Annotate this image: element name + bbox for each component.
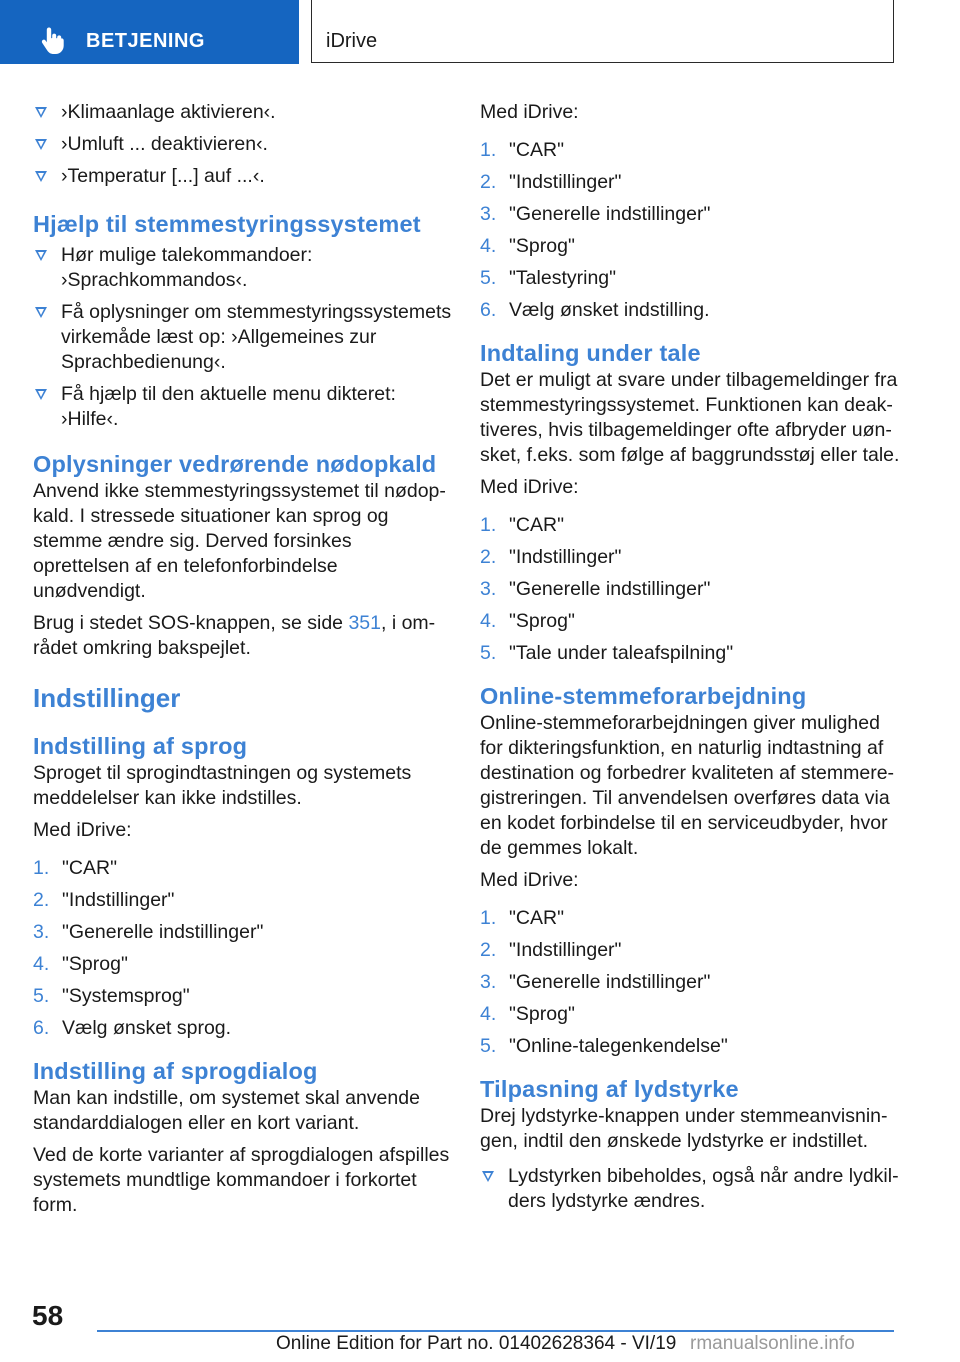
list-item: 3. "Generelle indstillinger" bbox=[480, 971, 711, 993]
edition-text: Online Edition for Part no. 01402628364 - VI/19 bbox=[276, 1333, 677, 1354]
idrive-label: Med iDrive: bbox=[480, 476, 579, 498]
voice-control-steps bbox=[480, 138, 900, 323]
triangle-bullet-icon bbox=[35, 389, 47, 400]
section-label: BETJENING bbox=[86, 30, 205, 52]
list-item: ›Umluft ... deaktivieren‹. bbox=[33, 132, 453, 157]
list-item: 1. "CAR" bbox=[480, 514, 565, 536]
list-item: 5. "Systemsprog" bbox=[33, 985, 190, 1007]
triangle-bullet-icon bbox=[482, 1171, 494, 1182]
list-item: ›Temperatur [...] auf ...‹. bbox=[33, 164, 453, 189]
list-item: 2. "Indstillinger" bbox=[480, 546, 622, 568]
list-item: Få hjælp til den aktuelle menu dikteret: ›Hilfe‹. bbox=[33, 382, 453, 432]
list-item: 5. "Talestyring" bbox=[480, 267, 617, 289]
emergency-paragraph: Anvend ikke stemmestyringssystemet til nødop-kald. I stressede situationer kan sprog og stemme ændre sig. Derved forsinkes oprettelsen af en telefonforbindelse unødvendigt. bbox=[33, 480, 446, 602]
list-item: 4. "Sprog" bbox=[480, 235, 575, 257]
triangle-bullet-icon bbox=[35, 171, 47, 182]
list-item: 3. "Generelle indstillinger" bbox=[33, 921, 264, 943]
emergency-heading: Oplysninger vedrørende nødopkald bbox=[33, 451, 437, 477]
chapter-title-box bbox=[311, 0, 894, 63]
left-column bbox=[33, 100, 453, 1225]
interrupt-steps bbox=[480, 513, 900, 666]
settings-heading: Indstillinger bbox=[33, 683, 181, 713]
triangle-bullet-icon bbox=[35, 107, 47, 118]
triangle-bullet-icon bbox=[35, 139, 47, 150]
section-tab bbox=[0, 0, 299, 64]
triangle-bullet-icon bbox=[35, 307, 47, 318]
volume-paragraph: Drej lydstyrke-knappen under stemmeanvisnin-gen, indtil den ønskede lydstyrke er indstillet. bbox=[480, 1105, 888, 1152]
list-item: 6. Vælg ønsket sprog. bbox=[33, 1017, 232, 1039]
list-item: 5. "Online-talegenkendelse" bbox=[480, 1035, 728, 1057]
list-item: Lydstyrken bibeholdes, også når andre lydkil-ders lydstyrke ændres. bbox=[480, 1164, 900, 1214]
list-item: ›Klimaanlage aktivieren‹. bbox=[33, 100, 453, 125]
footer-divider bbox=[97, 1330, 894, 1332]
interrupt-paragraph: Det er muligt at svare under tilbagemeldinger fra stemmestyringssystemet. Funktionen kan deak-tiveres, hvis tilbagemeldinger ofte afbryder uøn-sket, f.eks. som følge af baggrundsstøj eller tale. bbox=[480, 369, 900, 466]
language-heading: Indstilling af sprog bbox=[33, 733, 248, 759]
watermark: rmanualsonline.info bbox=[690, 1333, 855, 1354]
idrive-label: Med iDrive: bbox=[480, 869, 579, 891]
interrupt-heading: Indtaling under tale bbox=[480, 340, 701, 366]
dialog-heading: Indstilling af sprogdialog bbox=[33, 1058, 318, 1084]
language-paragraph: Sproget til sprogindtastningen og systemets meddelelser kan ikke indstilles. bbox=[33, 762, 412, 809]
idrive-label: Med iDrive: bbox=[33, 819, 132, 841]
emergency-paragraph-sos: Brug i stedet SOS-knappen, se side 351, i om-rådet omkring bakspejlet. bbox=[33, 612, 436, 659]
list-item: 2. "Indstillinger" bbox=[480, 939, 622, 961]
list-item: 4. "Sprog" bbox=[33, 953, 128, 975]
help-heading: Hjælp til stemmestyringssystemet bbox=[33, 211, 421, 237]
list-item: Hør mulige talekommandoer: ›Sprachkommandos‹. bbox=[33, 243, 453, 293]
list-item: 1. "CAR" bbox=[480, 907, 565, 929]
dialog-paragraph: Man kan indstille, om systemet skal anvende standarddialogen eller en kort variant. bbox=[33, 1087, 420, 1134]
chapter-title: iDrive bbox=[326, 30, 378, 52]
online-steps bbox=[480, 906, 900, 1059]
triangle-bullet-icon bbox=[35, 250, 47, 261]
list-item: 2. "Indstillinger" bbox=[33, 889, 175, 911]
page-number: 58 bbox=[32, 1300, 64, 1331]
dialog-paragraph-short: Ved de korte varianter af sprogdialogen afspilles systemets mundtlige kommandoer i forkortet form. bbox=[33, 1144, 450, 1216]
list-item: 4. "Sprog" bbox=[480, 610, 575, 632]
idrive-label: Med iDrive: bbox=[480, 101, 579, 123]
online-paragraph: Online-stemmeforarbejdningen giver mulighed for dikteringsfunktion, en naturlig indtastning af destination og forbedrer kvaliteten af stemmere-gistreringen. Til anvendelsen overføres data via en kodet forbindelse til en serviceudbyder, hvor de gemmes lokalt. bbox=[480, 712, 895, 859]
list-item: Få oplysninger om stemmestyringssystemets virkemåde læst op: ›Allgemeines zur Sprachbedienung‹. bbox=[33, 300, 453, 375]
language-steps bbox=[33, 856, 453, 1041]
list-item: 5. "Tale under taleafspilning" bbox=[480, 642, 734, 664]
list-item: 4. "Sprog" bbox=[480, 1003, 575, 1025]
volume-heading: Tilpasning af lydstyrke bbox=[480, 1076, 739, 1102]
list-item: 1. "CAR" bbox=[480, 139, 565, 161]
list-item: 6. Vælg ønsket indstilling. bbox=[480, 299, 710, 321]
list-item: 1. "CAR" bbox=[33, 857, 118, 879]
right-column bbox=[480, 100, 900, 1221]
hand-pointer-icon bbox=[40, 26, 66, 54]
online-heading: Online-stemmeforarbejdning bbox=[480, 683, 807, 709]
list-item: 3. "Generelle indstillinger" bbox=[480, 578, 711, 600]
list-item: 3. "Generelle indstillinger" bbox=[480, 203, 711, 225]
page-link[interactable]: 351 bbox=[348, 612, 381, 634]
list-item: 2. "Indstillinger" bbox=[480, 171, 622, 193]
